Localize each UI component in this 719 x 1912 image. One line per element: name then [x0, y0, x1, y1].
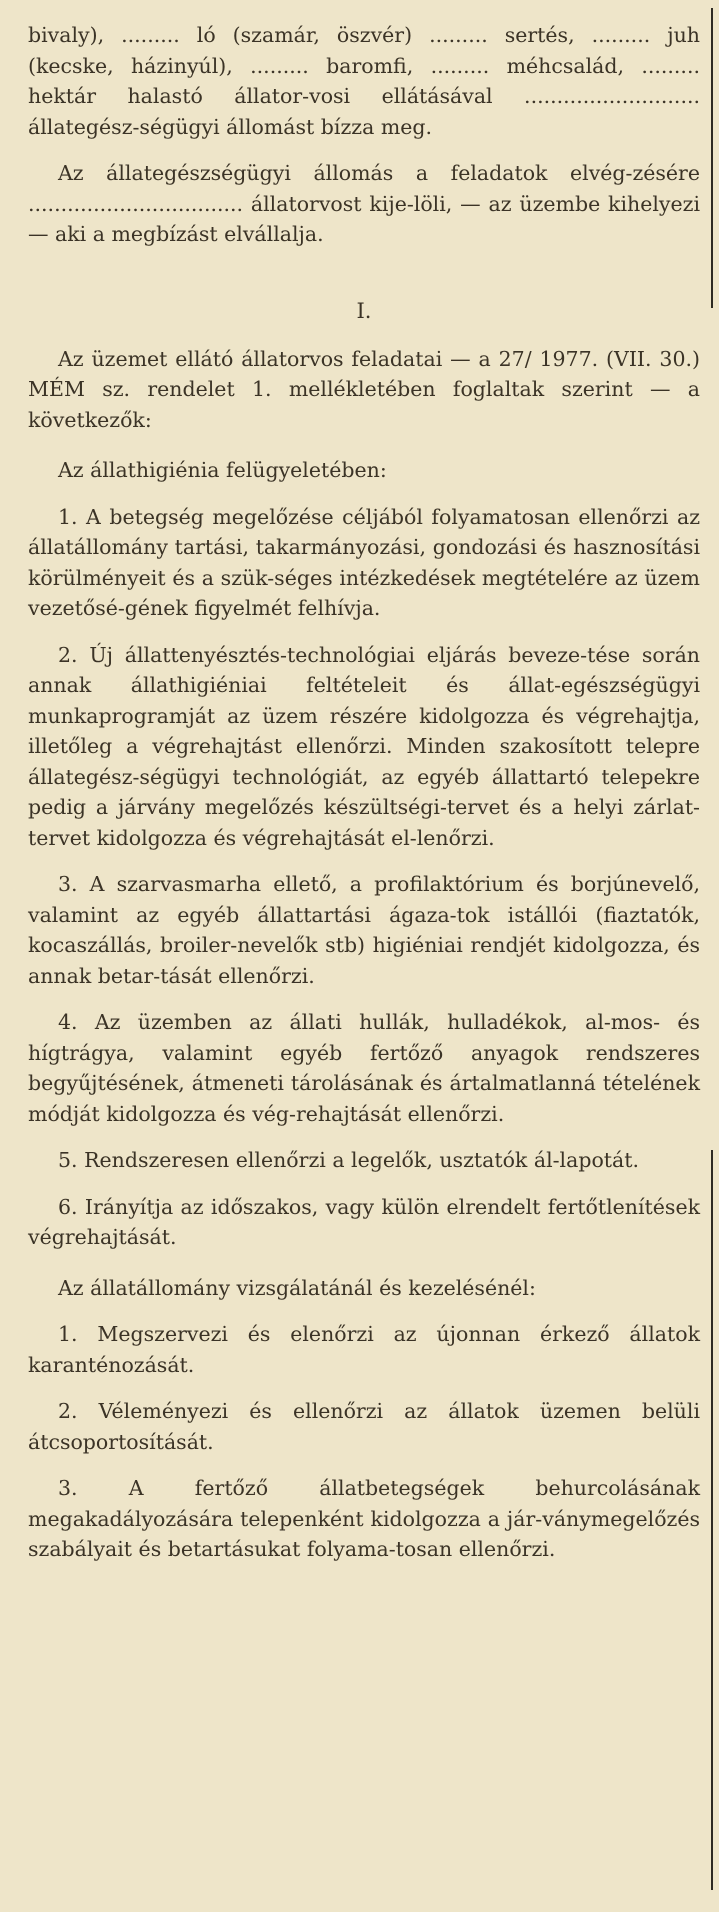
section-intro: Az üzemet ellátó állatorvos feladatai — a 27/ 1977. (VII. 30.) MÉM sz. rendelet 1. mellékletében foglaltak szerint — a következők: [28, 346, 700, 432]
hygiene-item-5: 5. Rendszeresen ellenőrzi a legelők, usztatók ál-lapotát. [58, 1148, 640, 1172]
examination-item-3: 3. A fertőző állatbetegségek behurcolásának megakadályozására telepenként kidolgozza a jár-ványmegelőzés szabályait és betartásukat folyama-tosan ellenőrzi. [28, 1476, 700, 1561]
subheading-examination: Az állatállomány vizsgálatánál és kezelésénél: [58, 1275, 536, 1300]
margin-rule-bottom [711, 1150, 713, 1890]
hygiene-item-3: 3. A szarvasmarha ellető, a profilaktórium és borjúnevelő, valamint az egyéb állattartási ágaza-tok istállói (fiaztatók, kocaszállás, broiler-nevelők stb) higiéniai rendjét kidolgozza, és annak betar-tását ellenőrzi. [28, 872, 700, 988]
examination-item-1: 1. Megszervezi és elenőrzi az újonnan érkező állatok karanténozását. [28, 1322, 700, 1377]
hygiene-item-1: 1. A betegség megelőzése céljából folyamatosan ellenőrzi az állatállomány tartási, takarmányozási, gondozási és hasznosítási körülményeit és a szük-séges intézkedések megtételére az üzem vezetősé-gének figyelmét felhívja. [28, 504, 700, 620]
margin-rule-top [711, 8, 713, 308]
text-column [28, 20, 700, 1565]
hygiene-item-2: 2. Új állattenyésztés-technológiai eljárás beveze-tése során annak állathigiéniai feltételeit és állat-egészségügyi munkaprogramját az üzem részére kidolgozza és végrehajtja, illetőleg a végrehajtást ellenőrzi. Minden szakosított telepre állategész-ségügyi technológiát, az egyéb állattartó telepekre pedig a járvány megelőzés készültségi-tervet és a helyi zárlat-tervet kidolgozza és végrehajtását el-lenőrzi. [28, 642, 700, 850]
subheading-hygiene: Az állathigiénia felügyeletében: [58, 458, 387, 482]
hygiene-item-4: 4. Az üzemben az állati hullák, hulladékok, al-mos- és hígtrágya, valamint egyéb fertőző anyagok rendszeres begyűjtésének, átmeneti tárolásának és ártalmatlanná tételének módját kidolgozza és vég-rehajtását ellenőrzi. [28, 1010, 700, 1126]
intro-paragraph-assignment: Az állategészségügyi állomás a feladatok elvég-zésére ................................. állatorvost kije-löli, — az üzembe kihelyezi — aki a megbízást elvállalja. [28, 161, 700, 246]
intro-paragraph-continued: bivaly), ......... ló (szamár, öszvér) ......... sertés, ......... juh (kecske, házinyúl), ......... baromfi, ......... méhcsalád, ......... hektár halastó állator-vosi ellátásával ........................... állategész-ségügyi állomást bízza meg. [28, 23, 700, 139]
section-numeral: I. [356, 298, 372, 323]
hygiene-item-6: 6. Irányítja az időszakos, vagy külön elrendelt fertőtlenítések végrehajtását. [28, 1194, 700, 1249]
examination-item-2: 2. Véleményezi és ellenőrzi az állatok üzemen belüli átcsoportosítását. [28, 1399, 700, 1454]
